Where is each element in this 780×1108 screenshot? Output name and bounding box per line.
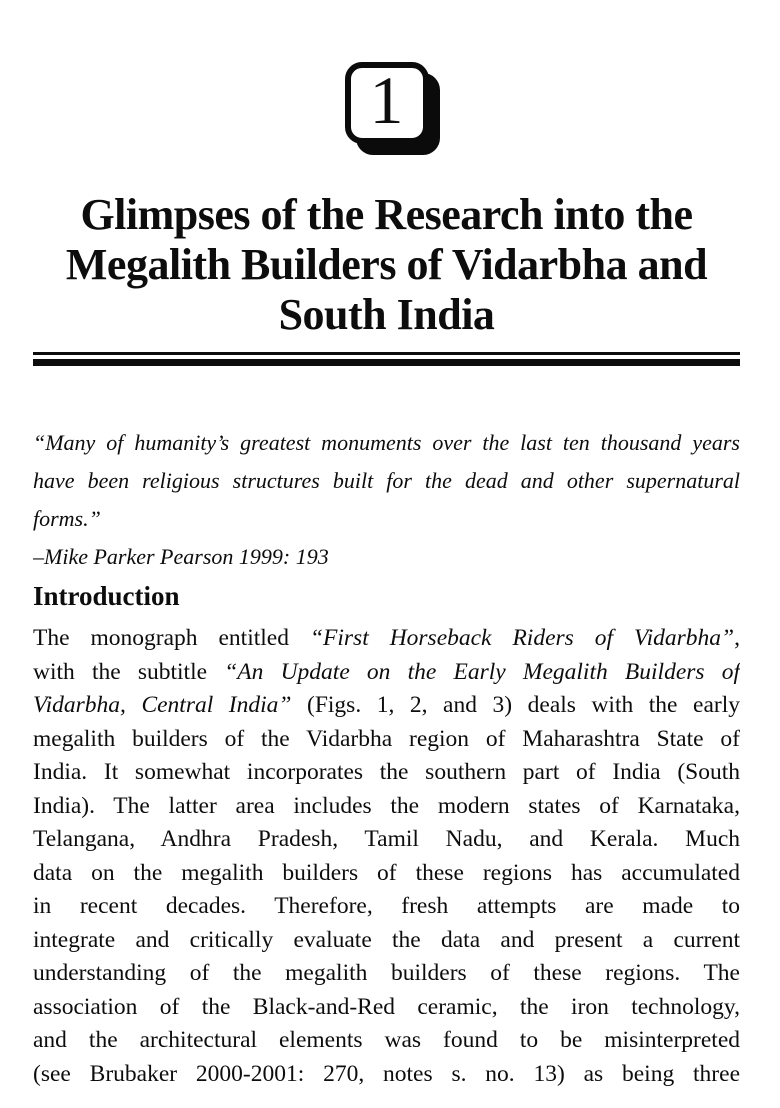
epigraph-line <box>33 424 740 462</box>
paragraph-line <box>33 622 740 656</box>
page-title <box>33 190 740 340</box>
title-line-3: South India <box>278 290 495 339</box>
paragraph-line <box>33 723 740 757</box>
divider-rule-thick <box>33 359 740 366</box>
italic-text-segment: “First Horseback Riders of Vidarbha” <box>309 625 735 651</box>
paragraph-line <box>33 957 740 991</box>
paragraph-line <box>33 924 740 958</box>
paragraph-line <box>33 1058 740 1092</box>
italic-text-segment: forms.” <box>33 506 101 531</box>
text-segment: integrate and critically evaluate the data and present a current <box>33 926 740 953</box>
paragraph-line <box>33 756 740 790</box>
text-segment: India. It somewhat incorporates the southern part of India (South <box>33 759 740 785</box>
divider-rule-thin <box>33 352 740 355</box>
italic-text-segment: Vidarbha, Central India” <box>33 692 292 718</box>
epigraph <box>33 424 740 576</box>
paragraph-line <box>33 656 740 690</box>
text-segment: , <box>734 625 740 651</box>
paragraph-line <box>33 790 740 824</box>
text-segment: association of the Black-and-Red ceramic, the iron technology, <box>33 993 740 1020</box>
text-segment: in recent decades. Therefore, fresh attempts are made to <box>33 893 740 919</box>
text-segment: (see Brubaker 2000-2001: 270, notes s. no. 13) as being three <box>33 1060 740 1087</box>
italic-text-segment: –Mike Parker Pearson 1999: 193 <box>33 544 329 569</box>
epigraph-line <box>33 500 740 538</box>
paragraph-line <box>33 823 740 857</box>
text-segment: megalith builders of the Vidarbha region of Maharashtra State of <box>33 725 740 752</box>
title-line-2: Megalith Builders of Vidarbha and <box>65 240 708 289</box>
paragraph-line <box>33 890 740 924</box>
text-segment: (Figs. 1, 2, and 3) deals with the early <box>291 692 740 718</box>
text-segment: The monograph entitled <box>33 625 310 651</box>
chapter-number: 1 <box>369 61 404 138</box>
text-segment: and the architectural elements was found to be misinterpreted <box>33 1027 740 1053</box>
text-segment: India). The latter area includes the modern states of Karnataka, <box>33 792 740 819</box>
chapter-number-box <box>345 62 429 144</box>
section-heading: Introduction <box>33 581 180 611</box>
text-segment: Telangana, Andhra Pradesh, Tamil Nadu, and Kerala. Much <box>33 826 740 852</box>
paragraph-line <box>33 689 740 723</box>
title-line-1: Glimpses of the Research into the <box>80 190 693 239</box>
italic-text-segment: have been religious structures built for the dead and other supernatural <box>33 468 740 493</box>
text-segment: with the subtitle <box>33 658 225 685</box>
italic-text-segment: “An Update on the Early Megalith Builders of <box>224 658 740 685</box>
epigraph-line <box>33 538 740 576</box>
paragraph-line <box>33 1024 740 1058</box>
epigraph-line <box>33 462 740 500</box>
body-paragraph <box>33 622 740 1091</box>
text-segment: data on the megalith builders of these regions has accumulated <box>33 859 740 886</box>
paragraph-line <box>33 991 740 1025</box>
paragraph-line <box>33 857 740 891</box>
chapter-number-container <box>33 0 740 144</box>
text-segment: understanding of the megalith builders of these regions. The <box>33 960 740 986</box>
italic-text-segment: “Many of humanity’s greatest monuments over the last ten thousand years <box>33 430 740 455</box>
